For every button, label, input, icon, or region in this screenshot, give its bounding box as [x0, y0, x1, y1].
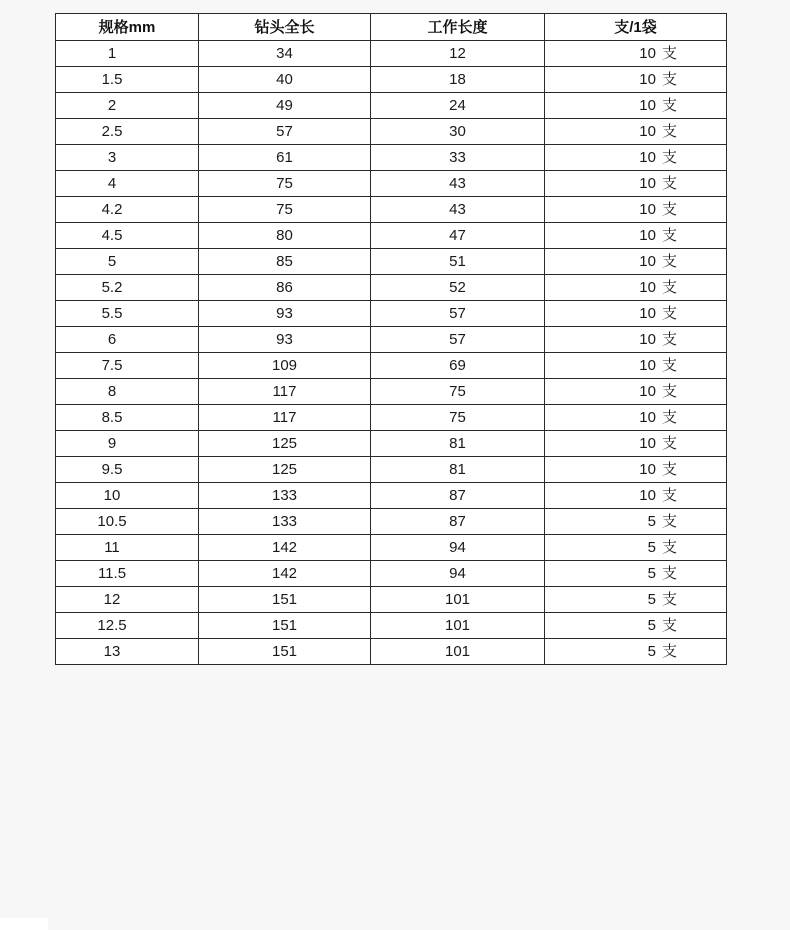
- cell-pieces-per-bag: [545, 301, 727, 327]
- cell-size: 1: [56, 41, 199, 67]
- cell-pieces-per-bag: [545, 639, 727, 665]
- qty-number: 5: [647, 643, 656, 660]
- cell-working-length: 81: [371, 431, 545, 457]
- cell-total-length: 142: [199, 535, 371, 561]
- cell-total-length: 75: [199, 197, 371, 223]
- qty-number: 5: [647, 513, 656, 530]
- qty-wrap: [638, 176, 677, 191]
- cell-size: 2: [56, 93, 199, 119]
- cell-total-length: 75: [199, 171, 371, 197]
- cell-total-length: 125: [199, 431, 371, 457]
- cell-size: 10.5: [56, 509, 199, 535]
- cell-pieces-per-bag: [545, 431, 727, 457]
- cell-total-length: 80: [199, 223, 371, 249]
- qty-unit: 支: [661, 227, 677, 244]
- qty-number: 10: [639, 279, 656, 296]
- qty-unit: 支: [661, 305, 677, 322]
- qty-unit: 支: [661, 487, 677, 504]
- table-row: [56, 249, 727, 275]
- cell-pieces-per-bag: [545, 275, 727, 301]
- qty-wrap: [638, 566, 677, 581]
- qty-unit: 支: [661, 383, 677, 400]
- table-row: [56, 119, 727, 145]
- table-row: [56, 561, 727, 587]
- qty-wrap: [638, 592, 677, 607]
- cell-working-length: 94: [371, 535, 545, 561]
- cell-working-length: 101: [371, 639, 545, 665]
- cell-pieces-per-bag: [545, 171, 727, 197]
- cell-pieces-per-bag: [545, 119, 727, 145]
- cell-total-length: 86: [199, 275, 371, 301]
- qty-number: 10: [639, 45, 656, 62]
- table-row: [56, 275, 727, 301]
- qty-number: 10: [639, 175, 656, 192]
- qty-unit: 支: [661, 149, 677, 166]
- qty-number: 10: [639, 149, 656, 166]
- qty-unit: 支: [661, 461, 677, 478]
- cell-pieces-per-bag: [545, 93, 727, 119]
- table-row: [56, 223, 727, 249]
- cell-working-length: 52: [371, 275, 545, 301]
- qty-wrap: [638, 98, 677, 113]
- cell-working-length: 33: [371, 145, 545, 171]
- table-row: [56, 405, 727, 431]
- cell-size: 12: [56, 587, 199, 613]
- qty-unit: 支: [661, 513, 677, 530]
- cell-size: 2.5: [56, 119, 199, 145]
- cell-size: 9: [56, 431, 199, 457]
- qty-number: 10: [639, 357, 656, 374]
- qty-wrap: [638, 46, 677, 61]
- header-working-length: 工作长度: [371, 14, 545, 41]
- cell-working-length: 43: [371, 171, 545, 197]
- qty-number: 10: [639, 305, 656, 322]
- qty-number: 10: [639, 71, 656, 88]
- cell-total-length: 151: [199, 639, 371, 665]
- qty-unit: 支: [661, 357, 677, 374]
- cell-size: 8: [56, 379, 199, 405]
- table-row: [56, 483, 727, 509]
- table-row: [56, 639, 727, 665]
- cell-working-length: 81: [371, 457, 545, 483]
- cell-pieces-per-bag: [545, 353, 727, 379]
- qty-wrap: [638, 150, 677, 165]
- qty-wrap: [638, 384, 677, 399]
- cell-working-length: 18: [371, 67, 545, 93]
- cell-pieces-per-bag: [545, 327, 727, 353]
- table-row: [56, 535, 727, 561]
- qty-number: 5: [647, 591, 656, 608]
- cell-pieces-per-bag: [545, 509, 727, 535]
- qty-number: 10: [639, 487, 656, 504]
- qty-unit: 支: [661, 539, 677, 556]
- drill-spec-table: [55, 13, 727, 665]
- cell-size: 8.5: [56, 405, 199, 431]
- qty-unit: 支: [661, 279, 677, 296]
- qty-number: 10: [639, 383, 656, 400]
- qty-wrap: [638, 618, 677, 633]
- bottom-band: [0, 918, 48, 930]
- qty-number: 10: [639, 331, 656, 348]
- qty-number: 5: [647, 617, 656, 634]
- cell-size: 7.5: [56, 353, 199, 379]
- qty-number: 10: [639, 409, 656, 426]
- cell-total-length: 117: [199, 379, 371, 405]
- cell-pieces-per-bag: [545, 613, 727, 639]
- qty-unit: 支: [661, 409, 677, 426]
- cell-total-length: 34: [199, 41, 371, 67]
- qty-unit: 支: [661, 435, 677, 452]
- table-row: [56, 509, 727, 535]
- cell-size: 4.2: [56, 197, 199, 223]
- qty-number: 10: [639, 253, 656, 270]
- cell-working-length: 87: [371, 483, 545, 509]
- table-row: [56, 41, 727, 67]
- qty-unit: 支: [661, 565, 677, 582]
- cell-size: 5.2: [56, 275, 199, 301]
- qty-number: 5: [647, 565, 656, 582]
- table-row: [56, 327, 727, 353]
- cell-total-length: 151: [199, 587, 371, 613]
- cell-total-length: 151: [199, 613, 371, 639]
- qty-unit: 支: [661, 253, 677, 270]
- qty-number: 5: [647, 539, 656, 556]
- qty-unit: 支: [661, 71, 677, 88]
- qty-unit: 支: [661, 591, 677, 608]
- qty-wrap: [638, 488, 677, 503]
- cell-working-length: 101: [371, 587, 545, 613]
- cell-working-length: 51: [371, 249, 545, 275]
- cell-working-length: 57: [371, 301, 545, 327]
- cell-working-length: 57: [371, 327, 545, 353]
- cell-working-length: 43: [371, 197, 545, 223]
- cell-pieces-per-bag: [545, 561, 727, 587]
- qty-wrap: [638, 514, 677, 529]
- cell-working-length: 101: [371, 613, 545, 639]
- qty-wrap: [638, 644, 677, 659]
- cell-total-length: 133: [199, 483, 371, 509]
- cell-working-length: 94: [371, 561, 545, 587]
- qty-unit: 支: [661, 123, 677, 140]
- qty-number: 10: [639, 227, 656, 244]
- table-row: [56, 379, 727, 405]
- spec-sheet: [55, 13, 726, 665]
- header-total-length: 钻头全长: [199, 14, 371, 41]
- cell-size: 5: [56, 249, 199, 275]
- cell-working-length: 87: [371, 509, 545, 535]
- cell-size: 6: [56, 327, 199, 353]
- qty-wrap: [638, 358, 677, 373]
- cell-size: 11: [56, 535, 199, 561]
- table-row: [56, 145, 727, 171]
- cell-pieces-per-bag: [545, 223, 727, 249]
- table-row: [56, 171, 727, 197]
- cell-working-length: 30: [371, 119, 545, 145]
- cell-size: 12.5: [56, 613, 199, 639]
- cell-size: 11.5: [56, 561, 199, 587]
- cell-pieces-per-bag: [545, 197, 727, 223]
- table-row: [56, 197, 727, 223]
- cell-pieces-per-bag: [545, 535, 727, 561]
- qty-wrap: [638, 410, 677, 425]
- qty-number: 10: [639, 97, 656, 114]
- cell-total-length: 93: [199, 301, 371, 327]
- cell-pieces-per-bag: [545, 379, 727, 405]
- qty-wrap: [638, 202, 677, 217]
- cell-total-length: 61: [199, 145, 371, 171]
- cell-pieces-per-bag: [545, 587, 727, 613]
- table-row: [56, 301, 727, 327]
- qty-wrap: [638, 72, 677, 87]
- cell-total-length: 117: [199, 405, 371, 431]
- table-header-row: [56, 14, 727, 41]
- cell-pieces-per-bag: [545, 483, 727, 509]
- cell-pieces-per-bag: [545, 41, 727, 67]
- cell-size: 13: [56, 639, 199, 665]
- qty-number: 10: [639, 435, 656, 452]
- cell-total-length: 40: [199, 67, 371, 93]
- qty-wrap: [638, 462, 677, 477]
- qty-wrap: [638, 306, 677, 321]
- qty-unit: 支: [661, 643, 677, 660]
- cell-pieces-per-bag: [545, 457, 727, 483]
- qty-wrap: [638, 254, 677, 269]
- cell-working-length: 69: [371, 353, 545, 379]
- qty-unit: 支: [661, 201, 677, 218]
- cell-size: 10: [56, 483, 199, 509]
- cell-total-length: 133: [199, 509, 371, 535]
- qty-wrap: [638, 540, 677, 555]
- cell-size: 4: [56, 171, 199, 197]
- table-body: [56, 41, 727, 665]
- cell-working-length: 12: [371, 41, 545, 67]
- qty-number: 10: [639, 461, 656, 478]
- cell-total-length: 49: [199, 93, 371, 119]
- qty-wrap: [638, 280, 677, 295]
- cell-total-length: 142: [199, 561, 371, 587]
- table-row: [56, 431, 727, 457]
- qty-number: 10: [639, 201, 656, 218]
- table-row: [56, 587, 727, 613]
- cell-size: 9.5: [56, 457, 199, 483]
- cell-size: 1.5: [56, 67, 199, 93]
- qty-unit: 支: [661, 97, 677, 114]
- qty-number: 10: [639, 123, 656, 140]
- table-row: [56, 613, 727, 639]
- cell-pieces-per-bag: [545, 67, 727, 93]
- table-row: [56, 457, 727, 483]
- cell-working-length: 75: [371, 405, 545, 431]
- cell-total-length: 109: [199, 353, 371, 379]
- qty-wrap: [638, 436, 677, 451]
- cell-working-length: 75: [371, 379, 545, 405]
- cell-total-length: 93: [199, 327, 371, 353]
- qty-wrap: [638, 332, 677, 347]
- header-size: 规格mm: [56, 14, 199, 41]
- qty-unit: 支: [661, 331, 677, 348]
- cell-size: 3: [56, 145, 199, 171]
- cell-pieces-per-bag: [545, 405, 727, 431]
- table-row: [56, 353, 727, 379]
- cell-pieces-per-bag: [545, 249, 727, 275]
- table-row: [56, 67, 727, 93]
- qty-unit: 支: [661, 617, 677, 634]
- qty-wrap: [638, 124, 677, 139]
- cell-size: 5.5: [56, 301, 199, 327]
- header-pieces-per-bag: 支/1袋: [545, 14, 727, 41]
- qty-wrap: [638, 228, 677, 243]
- cell-size: 4.5: [56, 223, 199, 249]
- table-row: [56, 93, 727, 119]
- cell-total-length: 85: [199, 249, 371, 275]
- cell-working-length: 47: [371, 223, 545, 249]
- cell-total-length: 125: [199, 457, 371, 483]
- cell-pieces-per-bag: [545, 145, 727, 171]
- cell-working-length: 24: [371, 93, 545, 119]
- qty-unit: 支: [661, 45, 677, 62]
- cell-total-length: 57: [199, 119, 371, 145]
- qty-unit: 支: [661, 175, 677, 192]
